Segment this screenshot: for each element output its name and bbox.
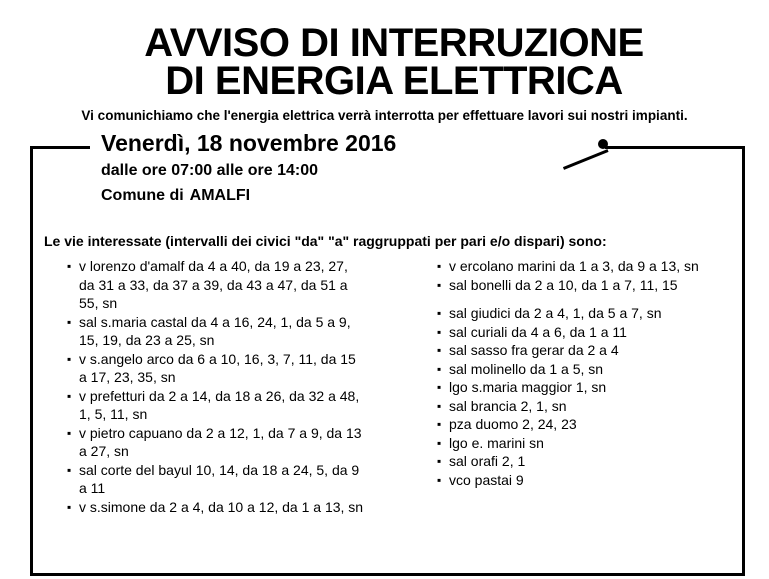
streets-list-left (67, 257, 367, 516)
list-item: ▪ sal giudici da 2 a 4, 1, da 5 a 7, sn (437, 304, 737, 323)
outage-hours: dalle ore 07:00 alle ore 14:00 (101, 162, 319, 179)
streets-list-right (437, 257, 737, 489)
title-line-1: AVVISO DI INTERRUZIONE (144, 21, 644, 65)
frame-left-border (30, 146, 33, 576)
frame-top-left-border (30, 146, 90, 149)
title-banner (84, 10, 704, 103)
list-item: ▪ v lorenzo d'amalf da 4 a 40, da 19 a 23, 27, da 31 a 33, da 37 a 39, da 43 a 47, da 51 a 55, sn (67, 257, 367, 313)
list-item: ▪ lgo e. marini sn (437, 434, 737, 453)
list-item: ▪ v s.simone da 2 a 4, da 10 a 12, da 1 a 13, sn (67, 498, 367, 517)
list-item: ▪ sal bonelli da 2 a 10, da 1 a 7, 11, 15 (437, 276, 737, 295)
list-item: ▪ pza duomo 2, 24, 23 (437, 415, 737, 434)
streets-heading: Le vie interessate (intervalli dei civici "da" "a" raggruppati per pari e/o dispari) sono: (44, 233, 607, 249)
list-item: ▪ v prefetturi da 2 a 14, da 18 a 26, da 32 a 48, 1, 5, 11, sn (67, 387, 367, 424)
intro-text: Vi comunichiamo che l'energia elettrica verrà interrotta per effettuare lavori sui nostri impianti. (81, 108, 688, 123)
switch-pivot-icon (598, 139, 608, 149)
switch-lever-icon (563, 149, 609, 170)
title-line-2: DI ENERGIA ELETTRICA (165, 59, 623, 103)
municipality-name: AMALFI (189, 187, 251, 204)
municipality-label: Comune di (101, 187, 184, 204)
list-item: ▪ v pietro capuano da 2 a 12, 1, da 7 a 9, da 13 a 27, sn (67, 424, 367, 461)
list-item: ▪ sal curiali da 4 a 6, da 1 a 11 (437, 323, 737, 342)
list-item: ▪ sal brancia 2, 1, sn (437, 397, 737, 416)
list-item: ▪ sal corte del bayul 10, 14, da 18 a 24, 5, da 9 a 11 (67, 461, 367, 498)
outage-date: Venerdì, 18 novembre 2016 (101, 130, 397, 156)
list-item: ▪ sal orafi 2, 1 (437, 452, 737, 471)
list-item: ▪ vco pastai 9 (437, 471, 737, 490)
list-item: ▪ lgo s.maria maggior 1, sn (437, 378, 737, 397)
list-item: ▪ v ercolano marini da 1 a 3, da 9 a 13, sn (437, 257, 737, 276)
municipality (101, 187, 250, 205)
list-item: ▪ v s.angelo arco da 6 a 10, 16, 3, 7, 11, da 15 a 17, 23, 35, sn (67, 350, 367, 387)
frame-right-border (742, 146, 745, 576)
list-item: ▪ sal molinello da 1 a 5, sn (437, 360, 737, 379)
frame-top-right-border (605, 146, 745, 149)
list-item: ▪ sal s.maria castal da 4 a 16, 24, 1, da 5 a 9, 15, 19, da 23 a 25, sn (67, 313, 367, 350)
list-item: ▪ sal sasso fra gerar da 2 a 4 (437, 341, 737, 360)
frame-bottom-border (30, 573, 745, 576)
